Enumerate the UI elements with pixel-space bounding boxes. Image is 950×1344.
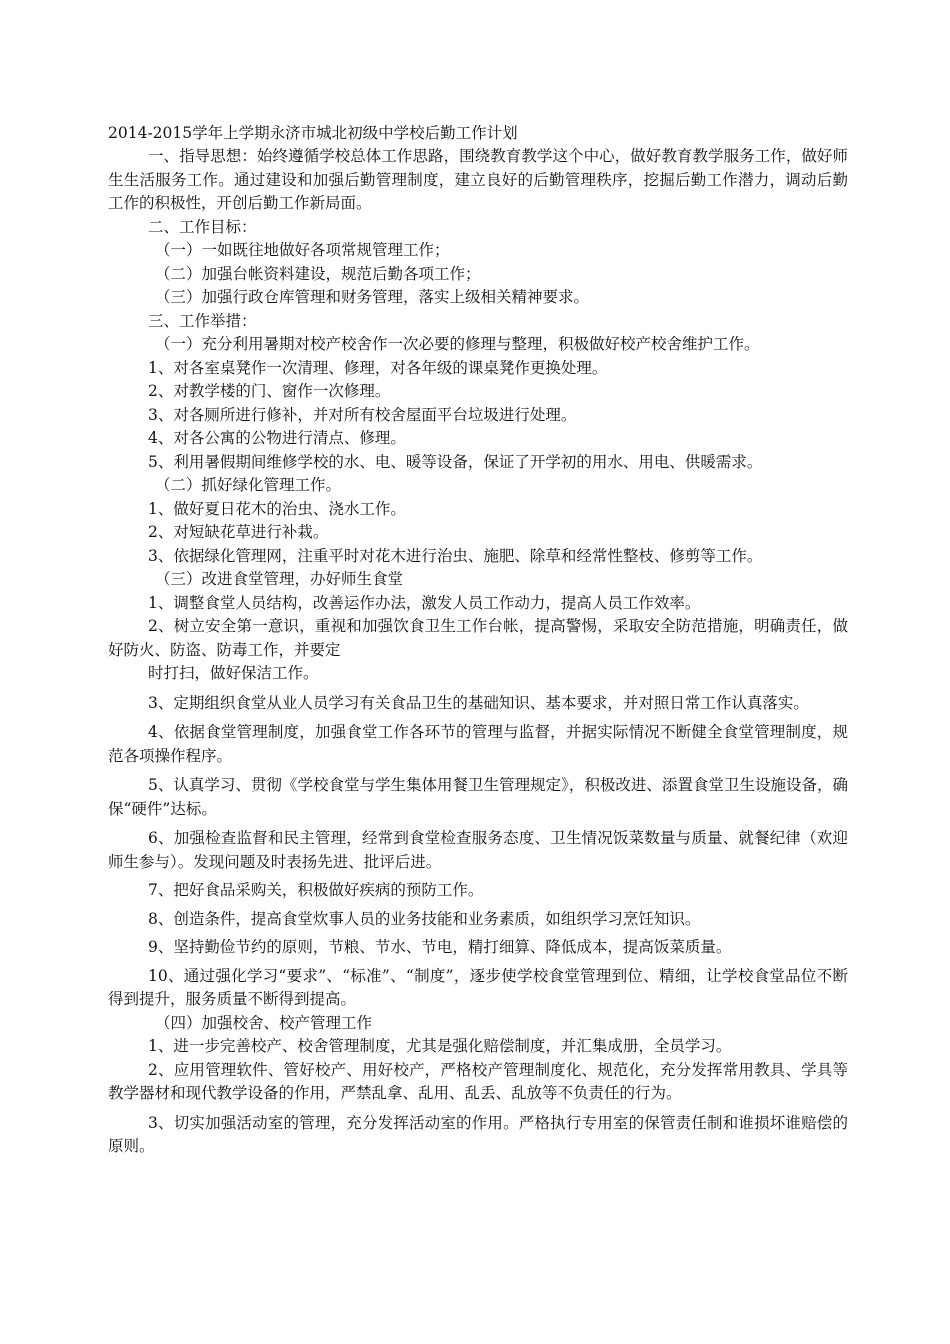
measure-3-item-10: 10、通过强化学习“要求”、“标准”、“制度”，逐步使学校食堂管理到位、精细，让学校食堂品位不断得到提升，服务质量不断得到提高。 — [108, 966, 848, 1008]
measure-1-item-2: 2、对教学楼的门、窗作一次修理。 — [148, 382, 391, 400]
measure-3-item-4: 4、依据食堂管理制度，加强食堂工作各环节的管理与监督，并据实际情况不断健全食堂管理制度，规范各项操作程序。 — [108, 723, 848, 765]
measure-1-item-5: 5、利用暑假期间维修学校的水、电、暖等设备，保证了开学初的用水、用电、供暖需求。 — [148, 452, 763, 471]
measure-1-item-3: 3、对各厕所进行修补，并对所有校舍屋面平台垃圾进行处理。 — [148, 405, 577, 424]
goal-item-3: （三）加强行政仓库管理和财务管理，落实上级相关精神要求。 — [155, 288, 590, 306]
measure-4-heading: （四）加强校舍、校产管理工作 — [155, 1013, 373, 1032]
measure-4-item-3: 3、切实加强活动室的管理，充分发挥活动室的作用。严格执行专用室的保管责任制和谁损坏谁赔偿的原则。 — [108, 1113, 848, 1155]
measure-3-item-1: 1、调整食堂人员结构，改善运作办法，激发人员工作动力，提高人员工作效率。 — [148, 593, 701, 612]
paragraph-guiding-ideology: 一、指导思想：始终遵循学校总体工作思路，围绕教育教学这个中心，做好教育教学服务工作，做好师生生活服务工作。通过建设和加强后勤管理制度，建立良好的后勤管理秩序，挖掘后勤工作潜力，调动后勤工作的积极性，开创后勤工作新局面。 — [108, 147, 848, 212]
measure-3-item-3: 3、定期组织食堂从业人员学习有关食品卫生的基础知识、基本要求，并对照日常工作认真落实。 — [148, 693, 809, 712]
heading-work-measures: 三、工作举措： — [148, 311, 257, 330]
measure-4-item-1: 1、进一步完善校产、校舍管理制度，尤其是强化赔偿制度，并汇集成册，全员学习。 — [148, 1037, 732, 1055]
heading-work-goals: 二、工作目标： — [148, 217, 257, 236]
measure-3-item-6: 6、加强检查监督和民主管理，经常到食堂检查服务态度、卫生情况饭菜数量与质量、就餐纪律（欢迎师生参与）。发现问题及时表扬先进、批评后进。 — [108, 829, 848, 871]
measure-3-item-7: 7、把好食品采购关，积极做好疾病的预防工作。 — [148, 881, 484, 899]
measure-3-item-8: 8、创造条件，提高食堂炊事人员的业务技能和业务素质，如组织学习烹饪知识。 — [148, 909, 701, 928]
measure-3-item-5: 5、认真学习、贯彻《学校食堂与学生集体用餐卫生管理规定》，积极改进、添置食堂卫生设施设备，确保“硬件”达标。 — [108, 776, 848, 818]
measure-1-item-1: 1、对各室桌凳作一次清理、修理，对各年级的课桌凳作更换处理。 — [148, 358, 608, 377]
measure-3-item-2: 2、树立安全第一意识，重视和加强饮食卫生工作台帐，提高警惕，采取安全防范措施，明确责任，做好防火、防盗、防毒工作，并要定 — [108, 617, 848, 659]
document-page — [108, 122, 848, 1159]
measure-3-heading: （三）改进食堂管理，办好师生食堂 — [155, 570, 404, 588]
measure-2-item-3: 3、依据绿化管理网，注重平时对花木进行治虫、施肥、除草和经常性整枝、修剪等工作。 — [148, 546, 763, 565]
goal-item-1: （一）一如既往地做好各项常规管理工作； — [155, 241, 450, 259]
measure-3-item-9: 9、坚持勤俭节约的原则，节粮、节水、节电，精打细算、降低成本，提高饭菜质量。 — [148, 938, 732, 956]
measure-2-item-2: 2、对短缺花草进行补栽。 — [148, 523, 329, 541]
measure-2-item-1: 1、做好夏日花木的治虫、浇水工作。 — [148, 499, 406, 518]
measure-2-heading: （二）抓好绿化管理工作。 — [155, 476, 342, 494]
goal-item-2: （二）加强台帐资料建设，规范后勤各项工作； — [155, 264, 481, 283]
measure-3-item-2-cont: 时打扫，做好保洁工作。 — [148, 664, 319, 682]
measure-1-heading: （一）充分利用暑期对校产校舍作一次必要的修理与整理，积极做好校产校舍维护工作。 — [155, 335, 760, 353]
measure-1-item-4: 4、对各公寓的公物进行清点、修理。 — [148, 429, 406, 447]
document-title: 2014-2015学年上学期永济市城北初级中学校后勤工作计划 — [108, 124, 518, 142]
measure-4-item-2: 2、应用管理软件、管好校产、用好校产，严格校产管理制度化、规范化，充分发挥常用教具、学具等教学器材和现代教学设备的作用，严禁乱拿、乱用、乱丢、乱放等不负责任的行为。 — [108, 1060, 848, 1102]
